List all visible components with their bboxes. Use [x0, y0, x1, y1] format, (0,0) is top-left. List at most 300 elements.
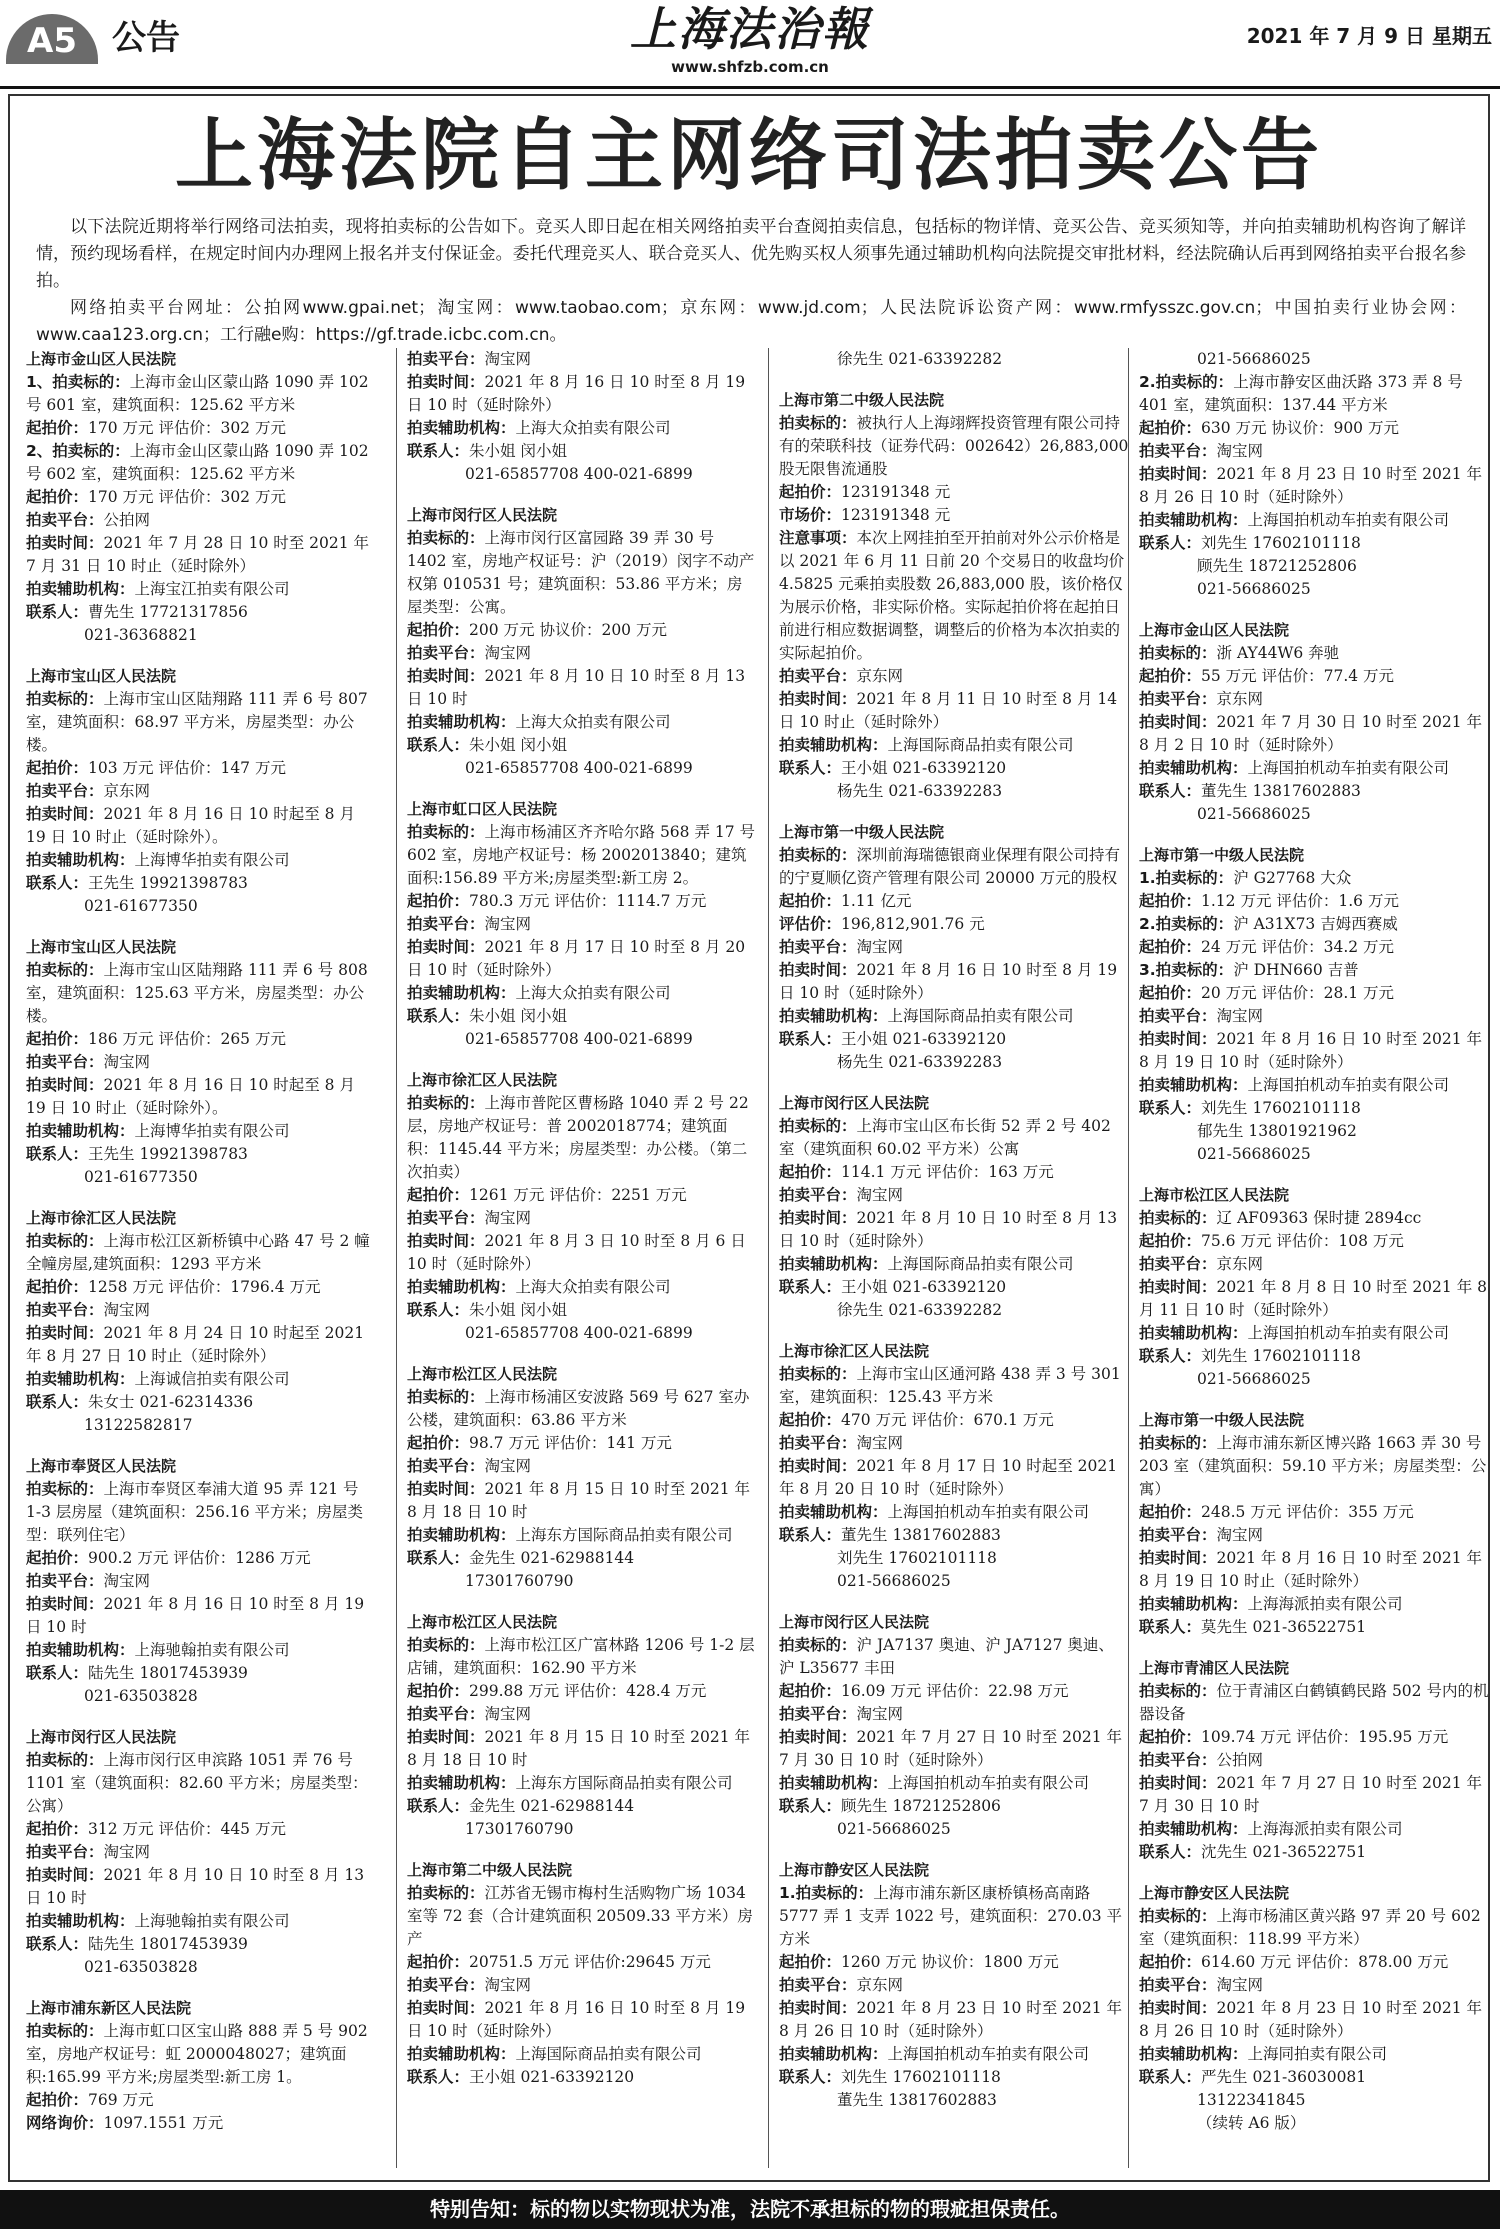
field-label: 拍卖时间： — [1139, 1030, 1217, 1048]
field-value: 2021 年 7 月 28 日 10 时至 2021 年 7 月 31 日 10 时止（延时除外） — [26, 534, 370, 575]
field-label: 拍卖平台： — [1139, 1007, 1217, 1025]
field-label: 拍卖标的： — [26, 961, 104, 979]
auction-block — [1139, 348, 1489, 601]
field-label: 联系人： — [779, 759, 842, 777]
auction-line — [1139, 1207, 1489, 1230]
field-value: 299.88 万元 评估价：428.4 万元 — [469, 1682, 707, 1700]
field-value: 本次上网挂拍至开拍前对外公示价格是以 2021 年 6 月 11 日前 20 个交易日的收盘均价 4.5825 元乘拍卖股数 26,883,000 股，该价格仅为展示价格，非实际价格。实际起拍价将在起拍日前进行相应数据调整，调整后的价格为本次拍卖的实际起拍价。 — [779, 529, 1125, 662]
field-value: 京东网 — [856, 1976, 904, 1994]
field-value: 京东网 — [103, 782, 151, 800]
field-label: 拍卖时间： — [779, 1728, 857, 1746]
field-value: 刘先生 17602101118 — [1201, 534, 1361, 552]
auction-line — [1139, 1680, 1489, 1726]
field-label: 拍卖平台： — [1139, 1255, 1217, 1273]
auction-line — [779, 1253, 1129, 1276]
field-label: 拍卖标的： — [26, 2022, 104, 2040]
field-value: 2021 年 8 月 10 日 10 时至 8 月 13 日 10 时 — [26, 1866, 365, 1907]
auction-line — [779, 1432, 1129, 1455]
intro-paragraph: 网络拍卖平台网址：公拍网www.gpai.net；淘宝网：www.taobao.com；京东网：www.jd.com；人民法院诉讼资产网：www.rmfysszc.gov.cn；中国拍卖行业协会网：www.caa123.org.cn；工行融e购：https://gf.trade.icbc.com.cn。 — [36, 298, 1466, 345]
auction-line — [1139, 1501, 1489, 1524]
field-label: 拍卖辅助机构： — [1139, 1324, 1248, 1342]
field-value: 上海大众拍卖有限公司 — [515, 984, 671, 1002]
field-value: 位于青浦区白鹤镇鹤民路 502 号内的机器设备 — [1139, 1682, 1489, 1723]
field-value: 上海国拍机动车拍卖有限公司 — [887, 2045, 1090, 2063]
field-value: 2021 年 8 月 16 日 10 时至 2021 年 8 月 19 日 10 时止（延时除外） — [1139, 1549, 1483, 1590]
auction-line — [26, 532, 376, 578]
field-value: 021-65857708 400-021-6899 — [465, 759, 693, 777]
auction-block — [1139, 844, 1489, 1166]
auction-line — [779, 1005, 1129, 1028]
auction-line — [779, 780, 1129, 803]
auction-line — [1139, 371, 1489, 417]
field-label: 拍卖标的： — [1139, 644, 1217, 662]
issue-date: 2021 年 7 月 9 日 星期五 — [1246, 24, 1492, 48]
field-value: 莫先生 021-36522751 — [1201, 1618, 1367, 1636]
auction-block — [1139, 1882, 1489, 2135]
field-label: 拍卖时间： — [779, 1209, 857, 1227]
field-label: 拍卖标的： — [407, 1636, 485, 1654]
field-value: 朱小姐 闵小姐 — [469, 442, 567, 460]
auction-block — [779, 348, 1129, 371]
masthead-url: www.shfzb.com.cn — [671, 58, 829, 76]
field-label: 起拍价： — [1139, 1503, 1202, 1521]
field-label: 拍卖平台： — [26, 782, 104, 800]
field-value: 769 万元 — [88, 2091, 154, 2109]
auction-block — [779, 1611, 1129, 1841]
field-label: 联系人： — [26, 1145, 89, 1163]
field-value: 021-63503828 — [84, 1958, 198, 1976]
field-value: 780.3 万元 评估价：1114.7 万元 — [469, 892, 707, 910]
auction-line — [779, 1161, 1129, 1184]
auction-line — [26, 624, 376, 647]
field-label: 评估价： — [779, 915, 842, 933]
auction-line — [1139, 642, 1489, 665]
field-label: 拍卖平台： — [779, 938, 857, 956]
auction-line — [407, 1207, 757, 1230]
auction-line — [779, 1028, 1129, 1051]
auction-line — [407, 1524, 757, 1547]
field-value: 淘宝网 — [1216, 442, 1264, 460]
court-name: 上海市第二中级人民法院 — [407, 1861, 573, 1879]
auction-line — [26, 371, 376, 417]
field-label: 联系人： — [779, 1278, 842, 1296]
field-value: 1261 万元 评估价：2251 万元 — [469, 1186, 687, 1204]
field-label: 起拍价： — [26, 419, 89, 437]
field-value: 朱小姐 闵小姐 — [469, 736, 567, 754]
field-label: 1.拍卖标的： — [779, 1884, 874, 1902]
field-value: 刘先生 17602101118 — [1201, 1099, 1361, 1117]
field-label: 起拍价： — [779, 483, 842, 501]
field-value: 2021 年 8 月 17 日 10 时起至 2021 年 8 月 20 日 10 时（延时除外） — [779, 1457, 1118, 1498]
field-label: 拍卖标的： — [26, 1751, 104, 1769]
field-label: 联系人： — [26, 874, 89, 892]
field-value: 021-56686025 — [837, 1820, 951, 1838]
field-label: 拍卖标的： — [1139, 1209, 1217, 1227]
field-value: 公拍网 — [103, 511, 151, 529]
court-name: 上海市松江区人民法院 — [407, 1365, 558, 1383]
auction-line — [407, 821, 757, 890]
auction-line — [1139, 890, 1489, 913]
court-name: 上海市第一中级人民法院 — [1139, 1411, 1305, 1429]
field-value: 淘宝网 — [103, 1843, 151, 1861]
field-value: 470 万元 评估价：670.1 万元 — [841, 1411, 1054, 1429]
field-value: 王先生 19921398783 — [88, 1145, 248, 1163]
auction-line — [779, 913, 1129, 936]
field-label: 联系人： — [26, 1935, 89, 1953]
field-value: 杨先生 021-63392283 — [837, 782, 1003, 800]
auction-line — [407, 734, 757, 757]
field-value: 上海市宝山区通河路 438 弄 3 号 301 室，建筑面积：125.43 平方米 — [779, 1365, 1121, 1406]
field-label: 2、拍卖标的： — [26, 442, 130, 460]
field-value: 2021 年 7 月 27 日 10 时至 2021 年 7 月 30 日 10 时 — [1139, 1774, 1483, 1815]
auction-line — [779, 1772, 1129, 1795]
auction-line — [1139, 1524, 1489, 1547]
field-value: 2021 年 7 月 30 日 10 时至 2021 年 8 月 2 日 10 时（延时除外） — [1139, 713, 1483, 754]
field-value: 17301760790 — [465, 1820, 574, 1838]
field-value: 114.1 万元 评估价：163 万元 — [841, 1163, 1054, 1181]
field-label: 拍卖时间： — [407, 373, 485, 391]
auction-line — [407, 1322, 757, 1345]
field-value: 021-65857708 400-021-6899 — [465, 465, 693, 483]
auction-line — [1139, 1593, 1489, 1616]
court-name: 上海市徐汇区人民法院 — [407, 1071, 558, 1089]
court-name: 上海市青浦区人民法院 — [1139, 1659, 1290, 1677]
field-value: 上海国拍机动车拍卖有限公司 — [1247, 1324, 1450, 1342]
auction-line — [779, 2043, 1129, 2066]
field-value: 公拍网 — [1216, 1751, 1264, 1769]
field-label: 拍卖时间： — [407, 1999, 485, 2017]
field-value: （续转 A6 版） — [1197, 2114, 1306, 2132]
court-name: 上海市虹口区人民法院 — [407, 800, 558, 818]
auction-line — [26, 872, 376, 895]
auction-line — [779, 1524, 1129, 1547]
auction-line — [26, 780, 376, 803]
auction-line — [26, 417, 376, 440]
auction-line — [407, 1092, 757, 1184]
field-label: 拍卖标的： — [407, 1094, 485, 1112]
auction-line — [407, 1974, 757, 1997]
auction-line — [1139, 1322, 1489, 1345]
field-label: 拍卖标的： — [407, 823, 485, 841]
field-value: 200 万元 协议价：200 万元 — [469, 621, 667, 639]
field-label: 拍卖标的： — [779, 1365, 857, 1383]
auction-line — [26, 1051, 376, 1074]
field-label: 拍卖时间： — [779, 961, 857, 979]
auction-line — [779, 1299, 1129, 1322]
auction-line — [1139, 1097, 1489, 1120]
auction-line — [26, 486, 376, 509]
auction-line — [1139, 1276, 1489, 1322]
field-value: 186 万元 评估价：265 万元 — [88, 1030, 286, 1048]
auction-line — [407, 2066, 757, 2089]
auction-line — [407, 1951, 757, 1974]
field-label: 拍卖辅助机构： — [407, 2045, 516, 2063]
auction-line — [779, 1184, 1129, 1207]
field-value: 2021 年 8 月 16 日 10 时至 2021 年 8 月 19 日 10 时（延时除外） — [1139, 1030, 1483, 1071]
field-label: 拍卖时间： — [1139, 465, 1217, 483]
auction-line — [1139, 1345, 1489, 1368]
auction-line — [1139, 2089, 1489, 2112]
auction-line — [407, 1299, 757, 1322]
field-label: 联系人： — [1139, 2068, 1202, 2086]
field-value: 021-36368821 — [84, 626, 198, 644]
field-value: 上海国际商品拍卖有限公司 — [887, 1255, 1074, 1273]
field-label: 起拍价： — [1139, 984, 1202, 1002]
court-name: 上海市闵行区人民法院 — [779, 1094, 930, 1112]
auction-block — [1139, 1184, 1489, 1391]
field-label: 起拍价： — [1139, 938, 1202, 956]
auction-line — [1139, 1547, 1489, 1593]
field-value: 上海大众拍卖有限公司 — [515, 1278, 671, 1296]
field-value: 2021 年 8 月 8 日 10 时至 2021 年 8 月 11 日 10 时（延时除外） — [1139, 1278, 1487, 1319]
auction-line — [26, 1570, 376, 1593]
field-value: 170 万元 评估价：302 万元 — [88, 488, 286, 506]
auction-line — [779, 1547, 1129, 1570]
field-value: 1.12 万元 评估价：1.6 万元 — [1201, 892, 1399, 910]
auction-line — [779, 1818, 1129, 1841]
field-label: 起拍价： — [407, 1682, 470, 1700]
field-label: 起拍价： — [779, 892, 842, 910]
announcement-frame — [8, 94, 1490, 2182]
auction-block — [407, 798, 757, 1051]
field-label: 拍卖辅助机构： — [26, 580, 135, 598]
field-value: 021-56686025 — [1197, 1370, 1311, 1388]
auction-line — [1139, 2066, 1489, 2089]
auction-line — [1139, 440, 1489, 463]
field-value: 170 万元 评估价：302 万元 — [88, 419, 286, 437]
field-label: 起拍价： — [407, 1953, 470, 1971]
auction-block — [26, 936, 376, 1189]
field-value: 辽 AF09363 保时捷 2894cc — [1216, 1209, 1422, 1227]
court-name: 上海市闵行区人民法院 — [779, 1613, 930, 1631]
auction-line — [779, 936, 1129, 959]
field-label: 起拍价： — [26, 759, 89, 777]
field-value: 上海国拍机动车拍卖有限公司 — [1247, 759, 1450, 777]
field-value: 021-56686025 — [1197, 805, 1311, 823]
auction-line — [1139, 803, 1489, 826]
auction-line — [26, 1143, 376, 1166]
masthead-title: 上海法治報 — [630, 2, 870, 56]
field-value: 曹先生 17721317856 — [88, 603, 248, 621]
field-value: 2021 年 8 月 11 日 10 时至 8 月 14 日 10 时止（延时除外） — [779, 690, 1118, 731]
field-value: 上海市松江区广富林路 1206 号 1-2 层店铺，建筑面积：162.90 平方米 — [407, 1636, 755, 1677]
field-label: 起拍价： — [1139, 1728, 1202, 1746]
field-label: 拍卖时间： — [407, 938, 485, 956]
field-label: 拍卖平台： — [407, 1976, 485, 1994]
field-label: 联系人： — [1139, 782, 1202, 800]
auction-block — [779, 1340, 1129, 1593]
auction-line — [407, 1726, 757, 1772]
field-value: 上海国拍机动车拍卖有限公司 — [887, 1503, 1090, 1521]
field-label: 联系人： — [407, 2068, 470, 2086]
court-name: 上海市金山区人民法院 — [26, 350, 177, 368]
field-value: 2021 年 8 月 23 日 10 时至 2021 年 8 月 26 日 10 时（延时除外） — [1139, 1999, 1483, 2040]
auction-line — [26, 2112, 376, 2135]
auction-line — [779, 1570, 1129, 1593]
field-value: 顾先生 18721252806 — [841, 1797, 1001, 1815]
auction-line — [407, 642, 757, 665]
court-name: 上海市第一中级人民法院 — [779, 823, 945, 841]
field-label: 拍卖时间： — [26, 1076, 104, 1094]
field-value: 上海市金山区蒙山路 1090 弄 102 号 602 室，建筑面积：125.62 平方米 — [26, 442, 369, 483]
field-label: 拍卖辅助机构： — [407, 1278, 516, 1296]
auction-line — [1139, 348, 1489, 371]
auction-line — [1139, 1772, 1489, 1818]
field-value: 刘先生 17602101118 — [1201, 1347, 1361, 1365]
auction-line — [407, 417, 757, 440]
auction-line — [1139, 1818, 1489, 1841]
field-value: 王先生 19921398783 — [88, 874, 248, 892]
auction-line — [1139, 780, 1489, 803]
field-label: 联系人： — [1139, 1099, 1202, 1117]
field-value: 上海市静安区曲沃路 373 弄 8 号 401 室，建筑面积：137.44 平方米 — [1139, 373, 1463, 414]
field-label: 起拍价： — [26, 1030, 89, 1048]
field-label: 联系人： — [26, 1393, 89, 1411]
auction-line — [779, 1703, 1129, 1726]
auction-line — [26, 1276, 376, 1299]
field-label: 起拍价： — [779, 1682, 842, 1700]
field-label: 拍卖平台： — [779, 1705, 857, 1723]
auction-line — [26, 1818, 376, 1841]
field-value: 1.11 亿元 — [841, 892, 912, 910]
field-value: 021-63503828 — [84, 1687, 198, 1705]
field-value: 021-56686025 — [1197, 580, 1311, 598]
field-value: 陆先生 18017453939 — [88, 1935, 248, 1953]
auction-line — [779, 959, 1129, 1005]
field-value: 刘先生 17602101118 — [837, 1549, 997, 1567]
field-value: 2021 年 8 月 16 日 10 时起至 8 月 19 日 10 时止（延时除外）。 — [26, 805, 355, 846]
field-label: 拍卖平台： — [26, 511, 104, 529]
field-label: 联系人： — [407, 1301, 470, 1319]
field-label: 拍卖标的： — [779, 846, 857, 864]
field-value: 王小姐 021-63392120 — [469, 2068, 635, 2086]
auction-line — [407, 1276, 757, 1299]
auction-line — [407, 711, 757, 734]
court-name: 上海市闵行区人民法院 — [407, 506, 558, 524]
auction-line — [1139, 688, 1489, 711]
auction-line — [26, 509, 376, 532]
field-label: 拍卖平台： — [26, 1843, 104, 1861]
auction-line — [779, 504, 1129, 527]
field-label: 联系人： — [26, 1664, 89, 1682]
field-label: 起拍价： — [779, 1411, 842, 1429]
field-label: 拍卖时间： — [26, 1866, 104, 1884]
court-name: 上海市金山区人民法院 — [1139, 621, 1290, 639]
field-value: 朱女士 021-62314336 — [88, 1393, 254, 1411]
field-label: 起拍价： — [407, 1186, 470, 1204]
field-label: 拍卖平台： — [407, 1209, 485, 1227]
field-label: 拍卖辅助机构： — [779, 1774, 888, 1792]
field-value: 上海诚信拍卖有限公司 — [134, 1370, 290, 1388]
field-value: 上海大众拍卖有限公司 — [515, 713, 671, 731]
auction-line — [407, 1230, 757, 1276]
field-label: 拍卖标的： — [407, 529, 485, 547]
field-label: 拍卖平台： — [407, 1705, 485, 1723]
auction-line — [1139, 1143, 1489, 1166]
auction-line — [1139, 2043, 1489, 2066]
field-label: 拍卖平台： — [26, 1572, 104, 1590]
field-value: 2021 年 8 月 23 日 10 时至 2021 年 8 月 26 日 10 时（延时除外） — [779, 1999, 1123, 2040]
auction-line — [1139, 867, 1489, 890]
auction-line — [1139, 578, 1489, 601]
field-value: 郁先生 13801921962 — [1197, 1122, 1357, 1140]
field-value: 董先生 13817602883 — [841, 1526, 1001, 1544]
auction-line — [1139, 1997, 1489, 2043]
auction-line — [407, 1795, 757, 1818]
auction-line — [779, 1051, 1129, 1074]
field-value: 13122582817 — [84, 1416, 193, 1434]
field-label: 拍卖平台： — [26, 1053, 104, 1071]
field-value: 王小姐 021-63392120 — [841, 1278, 1007, 1296]
auction-line — [407, 1570, 757, 1593]
auction-line — [779, 734, 1129, 757]
auction-line — [26, 1299, 376, 1322]
field-label: 拍卖辅助机构： — [26, 1912, 135, 1930]
field-value: 上海国际商品拍卖有限公司 — [887, 736, 1074, 754]
auction-line — [1139, 1616, 1489, 1639]
field-value: 顾先生 18721252806 — [1197, 557, 1357, 575]
auction-line — [26, 1547, 376, 1570]
auction-line — [26, 1120, 376, 1143]
auction-line — [26, 1322, 376, 1368]
auction-line — [26, 440, 376, 486]
field-label: 拍卖时间： — [407, 1728, 485, 1746]
field-label: 市场价： — [779, 506, 842, 524]
auction-line — [26, 1639, 376, 1662]
auction-line — [1139, 665, 1489, 688]
auction-line — [26, 1956, 376, 1979]
field-value: 朱小姐 闵小姐 — [469, 1007, 567, 1025]
column-1 — [26, 348, 376, 2168]
page-header — [0, 0, 1500, 89]
masthead — [600, 0, 900, 76]
field-label: 起拍价： — [1139, 1953, 1202, 1971]
auction-line — [407, 1386, 757, 1432]
field-label: 1、拍卖标的： — [26, 373, 130, 391]
field-value: 75.6 万元 评估价：108 万元 — [1201, 1232, 1404, 1250]
auction-block — [407, 1363, 757, 1593]
field-value: 2021 年 8 月 24 日 10 时起至 2021 年 8 月 27 日 10 时止（延时除外） — [26, 1324, 365, 1365]
field-label: 拍卖平台： — [1139, 1526, 1217, 1544]
field-value: 109.74 万元 评估价：195.95 万元 — [1201, 1728, 1449, 1746]
field-value: 杨先生 021-63392283 — [837, 1053, 1003, 1071]
field-value: 2021 年 8 月 16 日 10 时至 8 月 19 日 10 时（延时除外） — [407, 373, 746, 414]
field-label: 拍卖辅助机构： — [779, 2045, 888, 2063]
field-value: 沪 DHN660 吉普 — [1233, 961, 1359, 979]
field-value: 上海市虹口区宝山路 888 弄 5 号 902 室，房地产权证号：虹 2000048027；建筑面积:165.99 平方米;房屋类型:新工房 1。 — [26, 2022, 368, 2086]
court-name: 上海市宝山区人民法院 — [26, 938, 177, 956]
field-label: 联系人： — [1139, 534, 1202, 552]
field-label: 起拍价： — [26, 2091, 89, 2109]
field-label: 拍卖平台： — [407, 915, 485, 933]
auction-line — [26, 1230, 376, 1276]
field-label: 联系人： — [1139, 1347, 1202, 1365]
field-label: 联系人： — [779, 1526, 842, 1544]
field-value: 20 万元 评估价：28.1 万元 — [1201, 984, 1395, 1002]
auction-line — [26, 1074, 376, 1120]
field-value: 淘宝网 — [484, 1209, 532, 1227]
field-value: 王小姐 021-63392120 — [841, 1030, 1007, 1048]
field-value: 1258 万元 评估价：1796.4 万元 — [88, 1278, 321, 1296]
field-label: 拍卖时间： — [779, 1457, 857, 1475]
field-value: 朱小姐 闵小姐 — [469, 1301, 567, 1319]
field-value: 淘宝网 — [103, 1053, 151, 1071]
auction-line — [26, 688, 376, 757]
field-value: 上海国拍机动车拍卖有限公司 — [1247, 1076, 1450, 1094]
field-value: 王小姐 021-63392120 — [841, 759, 1007, 777]
auction-block — [26, 1997, 376, 2135]
auction-line — [1139, 1749, 1489, 1772]
